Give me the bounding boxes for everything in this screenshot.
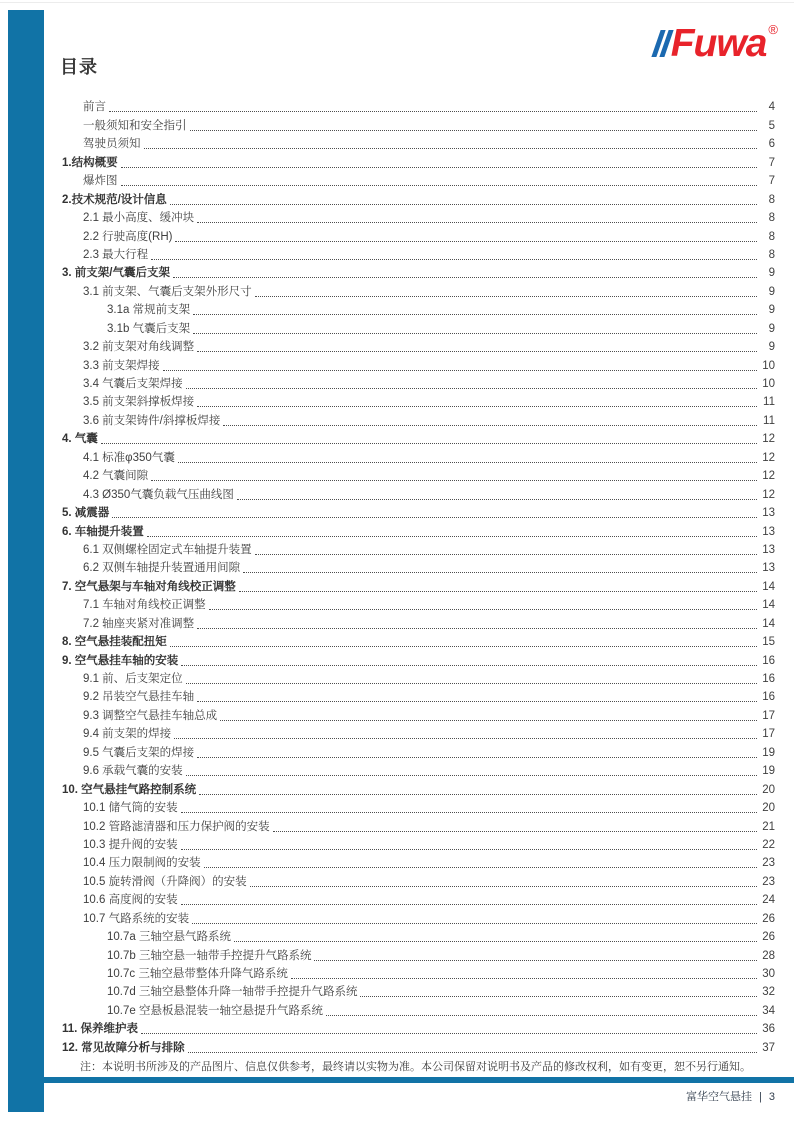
toc-dot-leader bbox=[186, 775, 757, 776]
toc-dot-leader bbox=[291, 978, 757, 979]
toc-entry-page-number: 12 bbox=[762, 451, 775, 464]
toc-entry-page-number: 15 bbox=[762, 636, 775, 649]
toc-dot-leader bbox=[243, 572, 757, 573]
toc-dot-leader bbox=[141, 1033, 757, 1034]
toc-dot-leader bbox=[197, 351, 757, 352]
toc-entry bbox=[62, 207, 775, 225]
page-top-edge bbox=[0, 2, 794, 3]
toc-entry-label: 3.1a 常规前支架 bbox=[107, 304, 191, 317]
toc-entry-page-number: 14 bbox=[762, 580, 775, 593]
toc-entry bbox=[62, 428, 775, 446]
toc-entry bbox=[62, 170, 775, 188]
toc-entry-page-number: 22 bbox=[762, 838, 775, 851]
toc-entry bbox=[62, 1018, 775, 1036]
toc-dot-leader bbox=[273, 831, 757, 832]
toc-entry bbox=[62, 852, 775, 870]
toc-entry-label: 6.1 双侧螺栓固定式车轴提升装置 bbox=[83, 543, 252, 556]
toc-entry-page-number: 17 bbox=[762, 709, 775, 722]
disclaimer-note: 注：本说明书所涉及的产品图片、信息仅供参考，最终请以实物为准。本公司保留对说明书及产品的修改权利，如有变更，恕不另行通知。 bbox=[80, 1061, 751, 1073]
toc-entry bbox=[62, 815, 775, 833]
toc-entry-label: 7.1 车轴对角线校正调整 bbox=[83, 599, 206, 612]
toc-entry bbox=[62, 870, 775, 888]
toc-dot-leader bbox=[190, 130, 758, 131]
toc-entry-label: 7. 空气悬架与车轴对角线校正调整 bbox=[62, 580, 236, 593]
toc-entry-label: 4. 气囊 bbox=[62, 433, 98, 446]
toc-dot-leader bbox=[314, 960, 757, 961]
toc-entry-label: 10.7b 三轴空悬一轴带手控提升气路系统 bbox=[107, 949, 312, 962]
toc-dot-leader bbox=[223, 425, 757, 426]
toc-entry-page-number: 28 bbox=[762, 949, 775, 962]
toc-dot-leader bbox=[234, 941, 757, 942]
toc-entry-page-number: 14 bbox=[762, 599, 775, 612]
toc-dot-leader bbox=[151, 480, 757, 481]
toc-entry-label: 4.3 Ø350气囊负载气压曲线图 bbox=[83, 488, 234, 501]
toc-entry bbox=[62, 354, 775, 372]
toc-entry-page-number: 4 bbox=[768, 101, 775, 114]
toc-entry bbox=[62, 889, 775, 907]
toc-entry-page-number: 13 bbox=[762, 507, 775, 520]
toc-entry-label: 12. 常见故障分析与排除 bbox=[62, 1041, 185, 1054]
toc-entry-page-number: 8 bbox=[768, 248, 775, 261]
toc-entry bbox=[62, 539, 775, 557]
toc-entry-label: 6. 车轴提升装置 bbox=[62, 525, 144, 538]
page-title: 目录 bbox=[60, 57, 98, 77]
toc-dot-leader bbox=[186, 683, 757, 684]
toc-entry bbox=[62, 299, 775, 317]
toc-entry bbox=[62, 133, 775, 151]
toc-entry-page-number: 24 bbox=[762, 894, 775, 907]
toc-dot-leader bbox=[181, 904, 757, 905]
toc-entry-label: 9.6 承载气囊的安装 bbox=[83, 765, 183, 778]
footer-brand-text: 富华空气悬挂 bbox=[686, 1091, 753, 1103]
registered-trademark-icon: ® bbox=[768, 22, 778, 37]
toc-entry-page-number: 11 bbox=[763, 414, 775, 427]
toc-entry-label: 9. 空气悬挂车轴的安装 bbox=[62, 654, 179, 667]
toc-entry-label: 10.4 压力限制阀的安装 bbox=[83, 857, 201, 870]
toc-entry-label: 10.7 气路系统的安装 bbox=[83, 912, 190, 925]
toc-dot-leader bbox=[121, 185, 758, 186]
toc-entry-page-number: 37 bbox=[762, 1041, 775, 1054]
toc-entry-page-number: 5 bbox=[768, 119, 775, 132]
toc-entry-label: 3.1 前支架、气囊后支架外形尺寸 bbox=[83, 285, 252, 298]
toc-entry-label: 3.3 前支架焊接 bbox=[83, 359, 160, 372]
toc-dot-leader bbox=[193, 314, 757, 315]
toc-entry bbox=[62, 465, 775, 483]
toc-dot-leader bbox=[109, 111, 757, 112]
toc-entry-label: 3.4 气囊后支架焊接 bbox=[83, 378, 183, 390]
toc-entry bbox=[62, 483, 775, 501]
toc-entry-page-number: 12 bbox=[762, 488, 775, 501]
toc-entry-page-number: 17 bbox=[762, 728, 775, 741]
toc-entry-page-number: 21 bbox=[762, 820, 775, 833]
toc-entry-page-number: 9 bbox=[768, 304, 775, 317]
toc-entry bbox=[62, 114, 775, 132]
toc-entry-page-number: 8 bbox=[768, 230, 775, 243]
toc-dot-leader bbox=[193, 333, 757, 334]
toc-entry-label: 2.3 最大行程 bbox=[83, 248, 149, 261]
toc-dot-leader bbox=[188, 1052, 757, 1053]
toc-entry-page-number: 8 bbox=[768, 193, 775, 206]
toc-entry bbox=[62, 797, 775, 815]
toc-entry bbox=[62, 502, 775, 520]
toc-dot-leader bbox=[112, 517, 757, 518]
toc-entry-label: 2.2 行驶高度(RH) bbox=[83, 230, 173, 243]
toc-dot-leader bbox=[209, 609, 757, 610]
toc-entry bbox=[62, 704, 775, 722]
toc-entry bbox=[62, 336, 775, 354]
toc-entry-page-number: 13 bbox=[762, 543, 775, 556]
toc-entry bbox=[62, 649, 775, 667]
toc-entry bbox=[62, 446, 775, 464]
toc-entry bbox=[62, 96, 775, 114]
toc-entry-page-number: 13 bbox=[762, 562, 775, 575]
toc-entry-label: 5. 减震器 bbox=[62, 507, 110, 520]
toc-entry bbox=[62, 409, 775, 427]
toc-entry bbox=[62, 391, 775, 409]
toc-entry-label: 6.2 双侧车轴提升装置通用间隙 bbox=[83, 562, 241, 575]
toc-dot-leader bbox=[181, 849, 757, 850]
toc-entry-label: 10.7c 三轴空悬带整体升降气路系统 bbox=[107, 968, 288, 980]
toc-dot-leader bbox=[197, 701, 757, 702]
toc-entry-page-number: 9 bbox=[768, 341, 775, 354]
toc-entry-label: 3.5 前支架斜撑板焊接 bbox=[83, 396, 195, 409]
toc-entry bbox=[62, 373, 775, 391]
toc-entry bbox=[62, 686, 775, 704]
left-accent-bar bbox=[8, 10, 44, 1112]
toc-dot-leader bbox=[151, 259, 757, 260]
toc-entry bbox=[62, 151, 775, 169]
toc-entry-label: 1.结构概要 bbox=[62, 156, 118, 169]
toc-entry-page-number: 16 bbox=[762, 673, 775, 685]
toc-entry-label: 2.1 最小高度、缓冲块 bbox=[83, 212, 195, 225]
toc-entry-page-number: 23 bbox=[762, 857, 775, 870]
toc-entry-page-number: 16 bbox=[762, 691, 775, 704]
toc-entry bbox=[62, 778, 775, 796]
toc-entry-label: 10.5 旋转滑阀（升降阀）的安装 bbox=[83, 875, 247, 888]
toc-entry bbox=[62, 280, 775, 298]
toc-dot-leader bbox=[186, 388, 757, 389]
toc-entry-label: 8. 空气悬挂装配扭矩 bbox=[62, 636, 167, 649]
toc-entry bbox=[62, 612, 775, 630]
toc-entry bbox=[62, 760, 775, 778]
toc-entry-page-number: 9 bbox=[768, 285, 775, 298]
toc-entry bbox=[62, 594, 775, 612]
toc-dot-leader bbox=[204, 867, 757, 868]
toc-dot-leader bbox=[250, 886, 757, 887]
toc-entry-label: 9.3 调整空气悬挂车轴总成 bbox=[83, 709, 218, 722]
toc-entry-label: 3.6 前支架铸件/斜撑板焊接 bbox=[83, 414, 221, 427]
toc-dot-leader bbox=[175, 241, 757, 242]
toc-dot-leader bbox=[360, 996, 757, 997]
toc-dot-leader bbox=[237, 499, 757, 500]
toc-dot-leader bbox=[170, 204, 757, 205]
toc-dot-leader bbox=[192, 923, 757, 924]
toc-entry-label: 3. 前支架/气囊后支架 bbox=[62, 267, 170, 280]
toc-entry-page-number: 20 bbox=[762, 783, 775, 796]
toc-entry-label: 10.7e 空悬板悬混装一轴空悬提升气路系统 bbox=[107, 1004, 323, 1017]
toc-entry bbox=[62, 520, 775, 538]
toc-entry-page-number: 9 bbox=[768, 322, 775, 335]
footer-separator: | bbox=[759, 1091, 762, 1103]
toc-entry bbox=[62, 944, 775, 962]
toc-dot-leader bbox=[121, 167, 757, 168]
toc-entry-page-number: 6 bbox=[768, 138, 775, 151]
toc-entry-page-number: 8 bbox=[768, 212, 775, 225]
toc-entry-label: 10.1 储气筒的安装 bbox=[83, 802, 178, 815]
toc-entry bbox=[62, 926, 775, 944]
toc-dot-leader bbox=[239, 591, 757, 592]
toc-entry bbox=[62, 575, 775, 593]
toc-entry-page-number: 12 bbox=[762, 433, 775, 446]
toc-entry-page-number: 16 bbox=[762, 654, 775, 667]
toc-entry-label: 10.6 高度阀的安装 bbox=[83, 894, 178, 907]
toc-entry-label: 爆炸图 bbox=[83, 175, 118, 188]
toc-entry bbox=[62, 262, 775, 280]
toc-entry-page-number: 7 bbox=[768, 175, 775, 188]
toc-dot-leader bbox=[178, 462, 757, 463]
toc-list bbox=[62, 96, 775, 1055]
toc-dot-leader bbox=[197, 406, 757, 407]
toc-entry bbox=[62, 741, 775, 759]
toc-entry bbox=[62, 244, 775, 262]
toc-entry-label: 10. 空气悬挂气路控制系统 bbox=[62, 783, 197, 796]
toc-entry-page-number: 32 bbox=[762, 986, 775, 999]
toc-entry-label: 11. 保养维护表 bbox=[62, 1023, 139, 1036]
toc-entry-page-number: 7 bbox=[768, 156, 775, 169]
toc-dot-leader bbox=[197, 628, 757, 629]
toc-dot-leader bbox=[255, 296, 757, 297]
toc-dot-leader bbox=[144, 148, 758, 149]
toc-dot-leader bbox=[147, 536, 757, 537]
toc-entry-page-number: 13 bbox=[762, 525, 775, 538]
toc-entry-page-number: 10 bbox=[762, 359, 775, 372]
toc-entry-label: 9.2 吊装空气悬挂车轴 bbox=[83, 691, 195, 704]
toc-entry bbox=[62, 188, 775, 206]
toc-entry bbox=[62, 631, 775, 649]
toc-entry-page-number: 19 bbox=[762, 746, 775, 759]
page-footer bbox=[686, 1088, 775, 1104]
toc-dot-leader bbox=[174, 738, 757, 739]
toc-dot-leader bbox=[255, 554, 757, 555]
toc-entry bbox=[62, 557, 775, 575]
toc-dot-leader bbox=[170, 646, 757, 647]
toc-entry-label: 10.3 提升阀的安装 bbox=[83, 838, 178, 851]
toc-entry-label: 10.7d 三轴空悬整体升降一轴带手控提升气路系统 bbox=[107, 986, 358, 999]
toc-entry-page-number: 23 bbox=[762, 875, 775, 888]
toc-entry-label: 7.2 轴座夹紧对准调整 bbox=[83, 617, 195, 630]
toc-dot-leader bbox=[181, 812, 757, 813]
footer-accent-bar bbox=[44, 1077, 794, 1083]
toc-entry-label: 一般须知和安全指引 bbox=[83, 119, 187, 132]
toc-entry-page-number: 10 bbox=[762, 378, 775, 390]
brand-name: Fuwa bbox=[670, 22, 767, 65]
toc-entry-page-number: 11 bbox=[763, 396, 775, 409]
toc-entry bbox=[62, 999, 775, 1017]
toc-entry bbox=[62, 1036, 775, 1054]
toc-entry-label: 驾驶员须知 bbox=[83, 138, 141, 151]
toc-dot-leader bbox=[197, 757, 757, 758]
toc-entry-page-number: 26 bbox=[762, 931, 775, 944]
toc-entry-label: 3.2 前支架对角线调整 bbox=[83, 341, 195, 354]
toc-entry bbox=[62, 907, 775, 925]
toc-entry-page-number: 9 bbox=[768, 267, 775, 280]
toc-entry-label: 9.1 前、后支架定位 bbox=[83, 673, 183, 685]
toc-dot-leader bbox=[173, 277, 757, 278]
toc-dot-leader bbox=[197, 222, 757, 223]
toc-entry-label: 4.2 气囊间隙 bbox=[83, 470, 149, 483]
toc-entry bbox=[62, 981, 775, 999]
toc-entry-label: 10.7a 三轴空悬气路系统 bbox=[107, 931, 231, 944]
toc-dot-leader bbox=[326, 1015, 757, 1016]
toc-entry-label: 2.技术规范/设计信息 bbox=[62, 193, 167, 206]
toc-entry-page-number: 34 bbox=[762, 1004, 775, 1017]
toc-entry-label: 10.2 管路滤清器和压力保护阀的安装 bbox=[83, 820, 270, 833]
toc-entry-page-number: 36 bbox=[762, 1023, 775, 1036]
toc-entry bbox=[62, 317, 775, 335]
toc-entry bbox=[62, 963, 775, 981]
toc-entry-page-number: 26 bbox=[762, 912, 775, 925]
toc-entry-label: 3.1b 气囊后支架 bbox=[107, 322, 191, 335]
toc-dot-leader bbox=[220, 720, 757, 721]
toc-entry-label: 4.1 标准φ350气囊 bbox=[83, 451, 175, 464]
toc-entry-page-number: 14 bbox=[762, 617, 775, 630]
toc-entry bbox=[62, 834, 775, 852]
toc-dot-leader bbox=[163, 370, 757, 371]
toc-entry-page-number: 20 bbox=[762, 802, 775, 815]
toc-entry-label: 9.5 气囊后支架的焊接 bbox=[83, 746, 195, 759]
toc-entry bbox=[62, 668, 775, 686]
toc-dot-leader bbox=[199, 794, 757, 795]
toc-entry-page-number: 30 bbox=[762, 968, 775, 980]
toc-entry bbox=[62, 225, 775, 243]
toc-entry-page-number: 19 bbox=[762, 765, 775, 778]
toc-entry-page-number: 12 bbox=[762, 470, 775, 483]
toc-entry-label: 9.4 前支架的焊接 bbox=[83, 728, 172, 741]
toc-entry-label: 前言 bbox=[83, 101, 106, 114]
toc-dot-leader bbox=[101, 443, 757, 444]
fuwa-logo bbox=[656, 22, 778, 66]
footer-page-number: 3 bbox=[768, 1091, 775, 1103]
toc-dot-leader bbox=[181, 665, 757, 666]
toc-entry bbox=[62, 723, 775, 741]
